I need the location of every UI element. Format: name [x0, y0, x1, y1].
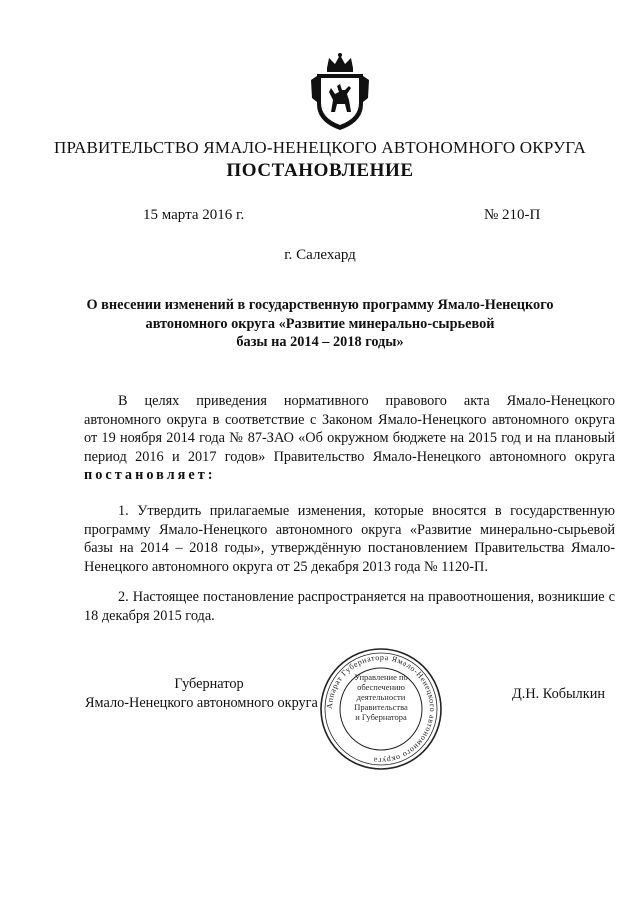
stamp-line: обеспечению — [357, 682, 405, 692]
document-title — [80, 296, 560, 352]
document-city: г. Салехард — [284, 247, 356, 263]
resolves-keyword: постановляет: — [84, 467, 216, 484]
signer-organization: Ямало-Ненецкого автономного округа — [85, 695, 318, 711]
signer-name: Д.Н. Кобылкин — [512, 686, 606, 702]
document-number: № 210-П — [484, 207, 541, 223]
paragraph-item-1 — [84, 502, 615, 576]
organization-name: ПРАВИТЕЛЬСТВО ЯМАЛО-НЕНЕЦКОГО АВТОНОМНОГО ОКРУГА — [54, 138, 586, 157]
preamble-text: В целях приведения нормативного правового акта Ямало-Ненецкого автономного округа в соответствие с Законом Ямало-Ненецкого автономного округа от 19 ноября 2014 года № 87-ЗАО «Об окружном бюджете на 2015 год и на плановый период 2016 и 2017 годов» Правительство Ямало-Ненецкого автономного округа — [84, 393, 615, 465]
stamp-line: деятельности — [356, 692, 406, 702]
coat-of-arms-icon — [309, 52, 371, 132]
item-2-text: 2. Настоящее постановление распространяется на правоотношения, возникшие с 18 декабря 2015 года. — [84, 589, 615, 624]
signer-title: Губернатор — [174, 676, 244, 692]
stamp-line: Управление по — [354, 672, 408, 682]
title-line: автономного округа «Развитие минерально-сырьевой — [145, 315, 495, 332]
stamp-line: Правительства — [354, 702, 408, 712]
document-date: 15 марта 2016 г. — [143, 207, 245, 223]
stamp-center-text — [340, 672, 422, 722]
title-line: базы на 2014 – 2018 годы» — [236, 334, 404, 350]
document-type: ПОСТАНОВЛЕНИЕ — [226, 160, 414, 181]
title-line: О внесении изменений в государственную программу Ямало-Ненецкого — [86, 297, 554, 313]
stamp-line: и Губернатора — [355, 712, 407, 722]
paragraph-preamble — [84, 392, 615, 485]
item-1-text: 1. Утвердить прилагаемые изменения, которые вносятся в государственную программу Ямало-Ненецкого автономного округа «Развитие минерально-сырьевой базы на 2014 – 2018 годы», утверждённую постановлением Правительства Ямало-Ненецкого автономного округа от 25 декабря 2013 года № 1120-П. — [84, 503, 615, 575]
paragraph-item-2 — [84, 588, 615, 625]
stamp-ring-text: Аппарат Губернатора Ямало-Ненецкого автономного округа — [324, 652, 438, 766]
